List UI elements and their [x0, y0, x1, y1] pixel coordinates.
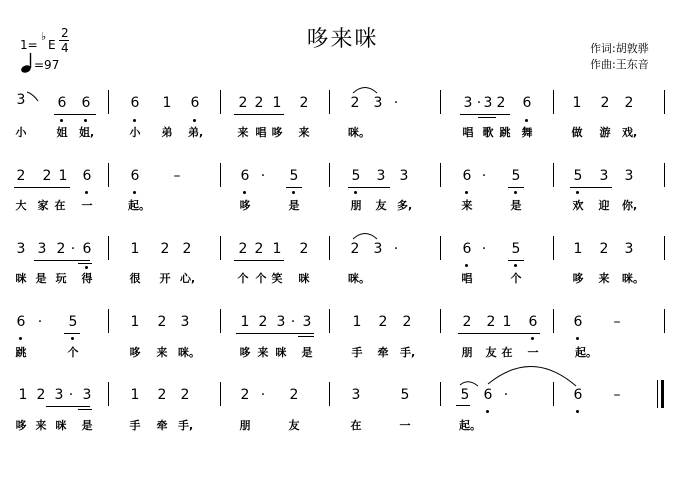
- lyric: 牵: [156, 419, 168, 432]
- note: 3: [37, 241, 47, 257]
- augmentation-dot: ·: [260, 387, 266, 403]
- note: 1: [130, 241, 140, 257]
- time-signature-top: 2: [61, 26, 69, 40]
- note: 5: [400, 387, 410, 403]
- note: 1: [240, 314, 250, 330]
- note: 2: [16, 168, 26, 184]
- lyric: 跳: [15, 346, 27, 359]
- lyric: 手,: [178, 419, 194, 432]
- lyric: 手: [351, 346, 363, 359]
- note: 1: [272, 241, 282, 257]
- lyric: 朋: [350, 199, 362, 212]
- note: 2: [402, 314, 412, 330]
- dash: –: [613, 387, 621, 403]
- lyric: 咪。: [622, 272, 644, 285]
- lyric: 来: [156, 346, 168, 359]
- lyric: 一: [527, 346, 539, 359]
- note: 5: [289, 168, 299, 184]
- lyric: 姐: [56, 126, 68, 139]
- note: 3: [624, 168, 634, 184]
- note: 2: [254, 241, 264, 257]
- dash: –: [613, 314, 621, 330]
- lyric: 唱: [255, 126, 267, 139]
- note: 6: [57, 95, 67, 111]
- lyric: 咪: [15, 272, 27, 285]
- lyric: 跳: [499, 126, 511, 139]
- note: 1: [352, 314, 362, 330]
- song-title: 哆来咪: [306, 27, 379, 52]
- lyric: 来: [35, 419, 47, 432]
- lyric: 是: [81, 419, 93, 432]
- lyric: 咪: [55, 419, 67, 432]
- lyric: 舞: [521, 126, 533, 139]
- augmentation-dot: ·: [393, 241, 399, 257]
- key-letter: E: [48, 38, 56, 52]
- lyric: 在: [54, 199, 66, 212]
- note: 2: [350, 241, 360, 257]
- augmentation-dot: ·: [503, 387, 509, 403]
- note: 2: [238, 95, 248, 111]
- key-prefix: 1=: [20, 38, 38, 52]
- tempo-value: =97: [34, 58, 60, 72]
- lyric: 是: [35, 272, 47, 285]
- note: 6: [483, 387, 493, 403]
- augmentation-dot: ·: [290, 314, 296, 330]
- note: 2: [599, 241, 609, 257]
- augmentation-dot: ·: [260, 168, 266, 184]
- lyric: 咪: [298, 272, 310, 285]
- augmentation-dot: ·: [68, 387, 74, 403]
- note: 2: [36, 387, 46, 403]
- lyric: 大: [15, 199, 27, 212]
- tie: [488, 366, 576, 386]
- note: 3: [463, 95, 473, 111]
- lyric: 手,: [400, 346, 416, 359]
- note: 6: [82, 168, 92, 184]
- note: 1: [18, 387, 28, 403]
- note: 5: [511, 168, 521, 184]
- note: 1: [573, 241, 583, 257]
- note: 3: [373, 241, 383, 257]
- lyric: 友: [288, 419, 300, 432]
- note: 5: [68, 314, 78, 330]
- note: 3: [376, 168, 386, 184]
- note: 2: [182, 241, 192, 257]
- note: 2: [289, 387, 299, 403]
- note: 1: [58, 168, 68, 184]
- note: 2: [496, 95, 506, 111]
- augmentation-dot: ·: [393, 95, 399, 111]
- note: 3: [180, 314, 190, 330]
- note: 5: [351, 168, 361, 184]
- note: 2: [157, 314, 167, 330]
- note: 2: [42, 168, 52, 184]
- note: 3: [373, 95, 383, 111]
- lyric: 多,: [397, 199, 413, 212]
- note: 6: [130, 95, 140, 111]
- lyric: 一: [399, 419, 411, 432]
- note: 2: [350, 95, 360, 111]
- augmentation-dot: ·: [37, 314, 43, 330]
- note: 6: [462, 168, 472, 184]
- note: 3: [16, 92, 26, 108]
- note: 3: [624, 241, 634, 257]
- note: 3: [276, 314, 286, 330]
- lyric: 起。: [575, 346, 597, 359]
- lyric: 哆: [239, 346, 251, 359]
- lyric: 咪。: [178, 346, 200, 359]
- note: 2: [180, 387, 190, 403]
- lyric: 哆: [129, 346, 141, 359]
- lyric: 戏,: [622, 126, 638, 139]
- slur: [353, 88, 377, 94]
- note: 1: [272, 95, 282, 111]
- lyric: 唱: [462, 126, 474, 139]
- lyric: 玩: [55, 272, 67, 285]
- lyric: 得: [81, 272, 93, 285]
- lyric: 牵: [377, 346, 389, 359]
- note: 6: [240, 168, 250, 184]
- note: 6: [462, 241, 472, 257]
- lyric: 是: [288, 199, 300, 212]
- lyric: 很: [129, 272, 141, 285]
- lyric: 起。: [128, 199, 150, 212]
- note: 1: [130, 387, 140, 403]
- note: 2: [299, 241, 309, 257]
- note: 2: [378, 314, 388, 330]
- note: 5: [511, 241, 521, 257]
- lyric: 来: [461, 199, 473, 212]
- lyric: 姐,: [79, 126, 95, 139]
- lyric: 来: [237, 126, 249, 139]
- note: 6: [81, 95, 91, 111]
- lyric: 手: [129, 419, 141, 432]
- lyric: 一: [81, 199, 93, 212]
- lyric: 欢: [572, 199, 584, 212]
- lyric: 歌: [482, 126, 494, 139]
- note: 2: [624, 95, 634, 111]
- note: 3: [302, 314, 312, 330]
- lyric: 迎: [598, 199, 610, 212]
- lyric: 友: [485, 346, 497, 359]
- lyric: 你,: [622, 199, 638, 212]
- note: 6: [528, 314, 538, 330]
- lyric: 个: [237, 272, 249, 285]
- note: 3: [16, 241, 26, 257]
- lyric: 笑: [271, 272, 283, 285]
- note: 1: [572, 95, 582, 111]
- note: 2: [240, 387, 250, 403]
- lyric: 心,: [180, 272, 196, 285]
- note: 5: [573, 168, 583, 184]
- note: 2: [56, 241, 66, 257]
- note: 3: [82, 387, 92, 403]
- lyric: 来: [598, 272, 610, 285]
- lyric: 来: [298, 126, 310, 139]
- lyric: 弟: [161, 126, 173, 139]
- grace-note: 5: [460, 387, 470, 403]
- lyric: 朋: [239, 419, 251, 432]
- note: 2: [486, 314, 496, 330]
- lyric: 起。: [459, 419, 481, 432]
- note: 6: [573, 387, 583, 403]
- lyric: 小: [129, 126, 141, 139]
- lyric: 个: [255, 272, 267, 285]
- note: 2: [160, 241, 170, 257]
- note: 2: [462, 314, 472, 330]
- lyric: 友: [375, 199, 387, 212]
- lyric: 咪: [275, 346, 287, 359]
- lyric: 哆: [15, 419, 27, 432]
- note: 6: [522, 95, 532, 111]
- note: 2: [600, 95, 610, 111]
- note: 3: [599, 168, 609, 184]
- note: 3: [483, 95, 493, 111]
- note: 3: [399, 168, 409, 184]
- lyric: 唱: [461, 272, 473, 285]
- lyricist-credit: 作词:胡敦骅: [590, 42, 649, 55]
- lyric: 哆: [271, 126, 283, 139]
- note: 6: [190, 95, 200, 111]
- slur: [460, 382, 478, 386]
- lyric: 咪。: [348, 126, 370, 139]
- lyric: 哆: [239, 199, 251, 212]
- lyric: 弟,: [188, 126, 204, 139]
- note: 3: [351, 387, 361, 403]
- note: 6: [130, 168, 140, 184]
- note: 1: [502, 314, 512, 330]
- augmentation-dot: ·: [481, 241, 487, 257]
- note: 6: [82, 241, 92, 257]
- lyric: 开: [159, 272, 171, 285]
- note: 6: [16, 314, 26, 330]
- lyric: 来: [257, 346, 269, 359]
- lyric: 咪。: [348, 272, 370, 285]
- note: 6: [573, 314, 583, 330]
- lyric: 朋: [461, 346, 473, 359]
- flat-sign: ♭: [41, 30, 47, 43]
- note: 2: [157, 387, 167, 403]
- lyric: 在: [501, 346, 513, 359]
- dash: –: [173, 168, 181, 184]
- lyric: 做: [571, 126, 583, 139]
- slur: [353, 234, 377, 240]
- note: 2: [238, 241, 248, 257]
- composer-credit: 作曲:王东音: [590, 58, 649, 71]
- augmentation-dot: ·: [70, 241, 76, 257]
- note: 2: [258, 314, 268, 330]
- lyric: 小: [15, 126, 27, 139]
- lyric: 在: [350, 419, 362, 432]
- lyric: 是: [510, 199, 522, 212]
- lyric: 是: [301, 346, 313, 359]
- note: 2: [254, 95, 264, 111]
- lyric: 家: [37, 199, 49, 212]
- lyric: 游: [599, 126, 611, 139]
- augmentation-dot: ·: [476, 95, 482, 111]
- note: 1: [162, 95, 172, 111]
- lyric: 个: [510, 272, 522, 285]
- note: 2: [299, 95, 309, 111]
- augmentation-dot: ·: [481, 168, 487, 184]
- lyric: 哆: [572, 272, 584, 285]
- slur: [27, 92, 38, 101]
- note: 3: [54, 387, 64, 403]
- note: 1: [130, 314, 140, 330]
- lyric: 个: [67, 346, 79, 359]
- time-signature-bottom: 4: [61, 41, 69, 55]
